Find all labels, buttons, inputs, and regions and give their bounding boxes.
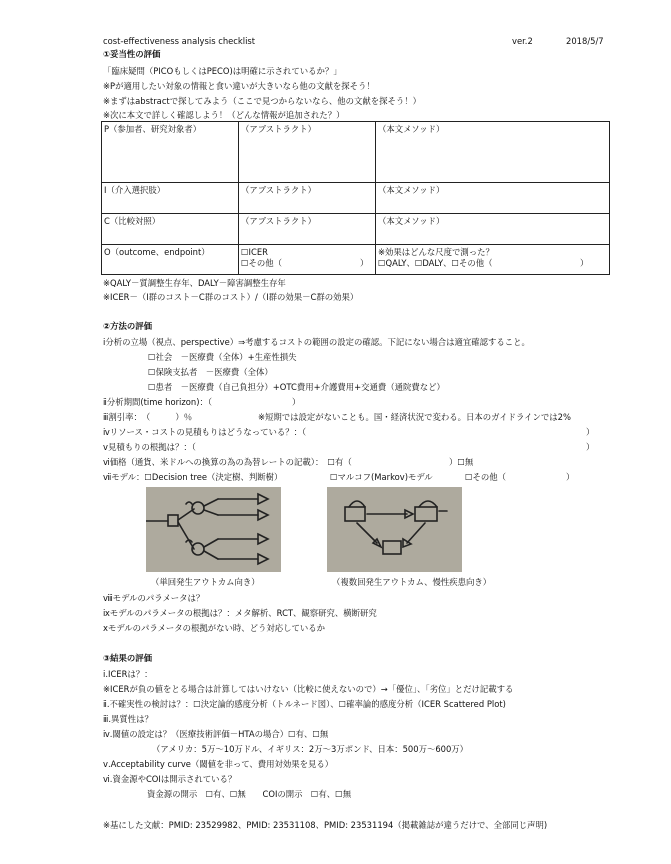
- other-close: ）: [360, 258, 369, 268]
- doc-date: 2018/5/7: [566, 36, 604, 46]
- section2-heading: ②方法の評価: [103, 321, 152, 331]
- heterogeneity: ⅲ.異質性は？: [103, 714, 153, 724]
- table-cell-c-abstract[interactable]: （アブストラクト）: [239, 214, 376, 245]
- resource-cost: ⅳリソース・コストの見積もりはどうなっている？：（: [103, 427, 307, 437]
- table-cell-p-abstract[interactable]: （アブストラクト）: [239, 122, 376, 183]
- scale-question: ※効果はどんな尺度で測った？: [378, 247, 494, 257]
- estimate-basis: ⅴ見積もりの根拠は？：（: [103, 442, 196, 452]
- table-cell-o-label: O（outcome、endpoint）: [102, 245, 239, 275]
- resource-cost-close: ）: [586, 427, 595, 437]
- discount-note: ※短期では設定がないことも。国・経済状況で変わる。日本のガイドラインでは2%: [258, 412, 571, 422]
- model-decision-tree[interactable]: ⅶモデル：☐Decision tree（決定樹、判断樹）: [103, 472, 283, 482]
- funding-coi: ⅵ.資金源やCOIは開示されている？: [103, 774, 237, 784]
- model-markov[interactable]: ☐マルコフ(Markov)モデル: [330, 472, 433, 482]
- decision-tree-image: [146, 487, 281, 572]
- table-cell-c-label: C（比較対照）: [102, 214, 239, 245]
- caption-markov: （複数回発生アウトカム、慢性疾患向き）: [332, 577, 492, 587]
- model-other-close: ）: [566, 472, 575, 482]
- other-checkbox[interactable]: ☐その他（: [241, 258, 283, 268]
- perspective-society[interactable]: ☐社会 －医療費（全体）+生産性損失: [148, 352, 297, 362]
- sec1-line: ※Pが適用したい対象の情報と食い違いが大きいなら他の文献を探そう！: [103, 81, 375, 91]
- price-currency[interactable]: ⅵ価格（通貨、米ドルへの換算の為の為替レートの記載）： ☐有（: [103, 457, 352, 467]
- table-cell-o-scale[interactable]: [376, 245, 610, 275]
- perspective-line: ⅰ分析の立場（視点、perspective）⇒考慮するコストの範囲の設定の確認。下記にない場合は適宜確認すること。: [103, 337, 530, 347]
- icer-note: ※ICER－（I群のコスト－C群のコスト）/（I群の効果－C群の効果）: [103, 292, 359, 302]
- table-cell-p-method[interactable]: （本文メソッド）: [376, 122, 610, 183]
- table-cell-i-abstract[interactable]: （アブストラクト）: [239, 183, 376, 214]
- qaly-note: ※QALY－質調整生存年、DALY－障害調整生存年: [103, 278, 286, 288]
- sec1-line: ※次に本文で詳しく確認しよう！（どんな情報が追加された？）: [103, 110, 345, 120]
- perspective-patient[interactable]: ☐患者 －医療費（自己負担分）+OTC費用+介護費用+交通費（通院費など）: [148, 382, 445, 392]
- icer-negative-note: ※ICERが負の値をとる場合は計算してはいけない（比較に使えないので）→「優位」、「劣位」とだけ記載する: [103, 684, 514, 694]
- model-other[interactable]: ☐その他（: [465, 472, 507, 482]
- section1-heading: ①妥当性の評価: [103, 49, 161, 59]
- table-cell-c-method[interactable]: （本文メソッド）: [376, 214, 610, 245]
- doc-version: ver.2: [512, 36, 533, 46]
- scale-close: ）: [580, 258, 589, 268]
- discount-rate: ⅲ割引率： （ ）％: [103, 412, 193, 422]
- reference-footer: ※基にした文献：PMID: 23529982、PMID: 23531108、PMID: 23531194（掲載雑誌が違うだけで、全部同じ声明): [103, 820, 548, 830]
- estimate-basis-close: ）: [586, 442, 595, 452]
- time-horizon: ⅱ分析期間(time horizon)：（: [103, 397, 213, 407]
- section3-heading: ③結果の評価: [103, 653, 152, 663]
- parameter-missing: ⅹモデルのパラメータの根拠がない時、どう対応しているか: [103, 623, 326, 633]
- time-horizon-close: ）: [292, 397, 301, 407]
- parameter-basis: ⅸモデルのパラメータの根拠は？：メタ解析、RCT、観察研究、横断研究: [103, 608, 377, 618]
- funding-coi-checks[interactable]: 資金源の開示 ☐有、☐無 COIの開示 ☐有、☐無: [147, 789, 352, 799]
- icer-checkbox[interactable]: ☐ICER: [241, 247, 268, 257]
- price-currency-close[interactable]: ）☐無: [449, 457, 474, 467]
- caption-decision-tree: （単回発生アウトカム向き）: [151, 577, 260, 587]
- pico-table: [101, 121, 610, 275]
- threshold[interactable]: ⅳ.閾値の設定は？（医療技術評価－HTAの場合）☐有、☐無: [103, 729, 329, 739]
- table-cell-o-options[interactable]: [239, 245, 376, 275]
- sec1-line: 「臨床疑問（PICOもしくはPECO)は明確に示されているか？」: [103, 66, 342, 76]
- perspective-payer[interactable]: ☐保険支払者 －医療費（全体）: [148, 367, 273, 377]
- markov-model-image: [327, 487, 462, 572]
- acceptability-curve: ⅴ.Acceptability curve（閾値を非って、費用対効果を見る）: [103, 759, 334, 769]
- scale-options[interactable]: ☐QALY、☐DALY、☐その他（: [378, 258, 493, 268]
- icer-value: ⅰ.ICERは？：: [103, 669, 153, 679]
- doc-title: cost-effectiveness analysis checklist: [103, 36, 256, 46]
- table-cell-i-label: I（介入選択肢）: [102, 183, 239, 214]
- sec1-line: ※まずはabstractで探してみよう（ここで見つからないなら、他の文献を探そう！）: [103, 96, 421, 106]
- table-cell-i-method[interactable]: （本文メソッド）: [376, 183, 610, 214]
- table-cell-p-label: P（参加者、研究対象者）: [102, 122, 239, 183]
- uncertainty-check[interactable]: ⅱ.不確実性の検討は？：☐決定論的感度分析（トルネード図）、☐確率論的感度分析（ICER Scattered Plot): [103, 699, 506, 709]
- threshold-examples: （アメリカ：5万～10万ドル、イギリス：2万～3万ポンド、日本：500万～600万）: [152, 744, 469, 754]
- model-parameters: ⅷモデルのパラメータは？: [103, 593, 205, 603]
